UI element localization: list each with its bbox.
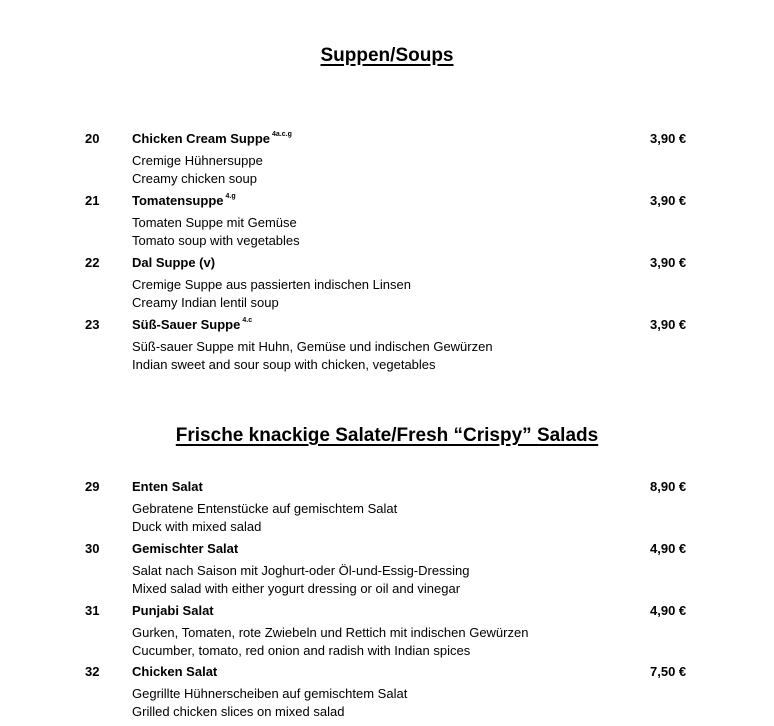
section-title-soups: Suppen/Soups	[320, 45, 454, 66]
item-price: 3,90 €	[650, 255, 687, 270]
item-description-de: Gurken, Tomaten, rote Zwiebeln und Rettich mit indischen Gewürzen	[132, 625, 529, 640]
item-price: 7,50 €	[650, 664, 687, 679]
item-price: 8,90 €	[650, 479, 687, 494]
menu-item-32	[0, 664, 774, 726]
item-allergens: 4a.c.g	[272, 130, 292, 138]
item-description-en: Tomato soup with vegetables	[132, 233, 300, 248]
item-number: 30	[85, 541, 100, 556]
menu-item-21	[0, 193, 774, 255]
item-allergens: 4.c	[242, 316, 253, 324]
item-name-text: Punjabi Salat	[132, 603, 214, 618]
item-name	[132, 541, 238, 556]
item-name-text: Gemischter Salat	[132, 541, 239, 556]
item-description-en: Creamy chicken soup	[132, 171, 257, 186]
item-number: 23	[85, 317, 100, 332]
item-description-en: Grilled chicken slices on mixed salad	[132, 704, 345, 719]
item-description-en: Duck with mixed salad	[132, 519, 262, 534]
item-price: 3,90 €	[650, 317, 687, 332]
item-description-de: Gegrillte Hühnerscheiben auf gemischtem Salat	[132, 686, 408, 701]
item-description-en: Creamy Indian lentil soup	[132, 295, 279, 310]
menu-item-22	[0, 255, 774, 317]
item-number: 29	[85, 479, 100, 494]
item-name-text: Enten Salat	[132, 479, 203, 494]
menu-item-23	[0, 317, 774, 379]
item-description-en: Cucumber, tomato, red onion and radish with Indian spices	[132, 643, 471, 658]
item-name	[132, 479, 203, 494]
item-description-en: Mixed salad with either yogurt dressing or oil and vinegar	[132, 581, 461, 596]
item-description-de: Salat nach Saison mit Joghurt-oder Öl-und-Essig-Dressing	[132, 563, 470, 578]
item-number: 32	[85, 664, 100, 679]
item-name-text: Tomatensuppe	[132, 193, 224, 208]
item-name-text: Dal Suppe (v)	[132, 255, 216, 270]
item-name-text: Chicken Salat	[132, 664, 218, 679]
item-name	[132, 664, 217, 679]
item-number: 20	[85, 131, 100, 146]
menu-item-29	[0, 479, 774, 541]
item-price: 4,90 €	[650, 603, 687, 618]
item-price: 3,90 €	[650, 193, 687, 208]
item-description-de: Süß-sauer Suppe mit Huhn, Gemüse und indischen Gewürzen	[132, 339, 493, 354]
menu-item-30	[0, 541, 774, 603]
item-description-en: Indian sweet and sour soup with chicken, vegetables	[132, 357, 436, 372]
menu-item-31	[0, 603, 774, 665]
item-name	[132, 193, 236, 208]
item-description-de: Gebratene Entenstücke auf gemischtem Salat	[132, 501, 398, 516]
item-name-text: Chicken Cream Suppe	[132, 131, 270, 146]
item-name	[132, 131, 292, 146]
item-number: 31	[85, 603, 100, 618]
item-number: 22	[85, 255, 100, 270]
section-title-salads: Frische knackige Salate/Fresh “Crispy” Salads	[175, 425, 599, 446]
item-allergens: 4.g	[225, 192, 236, 200]
menu-item-20	[0, 131, 774, 193]
item-number: 21	[85, 193, 100, 208]
item-name-text: Süß-Sauer Suppe	[132, 317, 241, 332]
item-description-de: Cremige Hühnersuppe	[132, 153, 263, 168]
item-price: 4,90 €	[650, 541, 687, 556]
item-name	[132, 603, 214, 618]
item-price: 3,90 €	[650, 131, 687, 146]
item-description-de: Tomaten Suppe mit Gemüse	[132, 215, 297, 230]
item-name	[132, 255, 215, 270]
item-name	[132, 317, 252, 332]
item-description-de: Cremige Suppe aus passierten indischen Linsen	[132, 277, 411, 292]
